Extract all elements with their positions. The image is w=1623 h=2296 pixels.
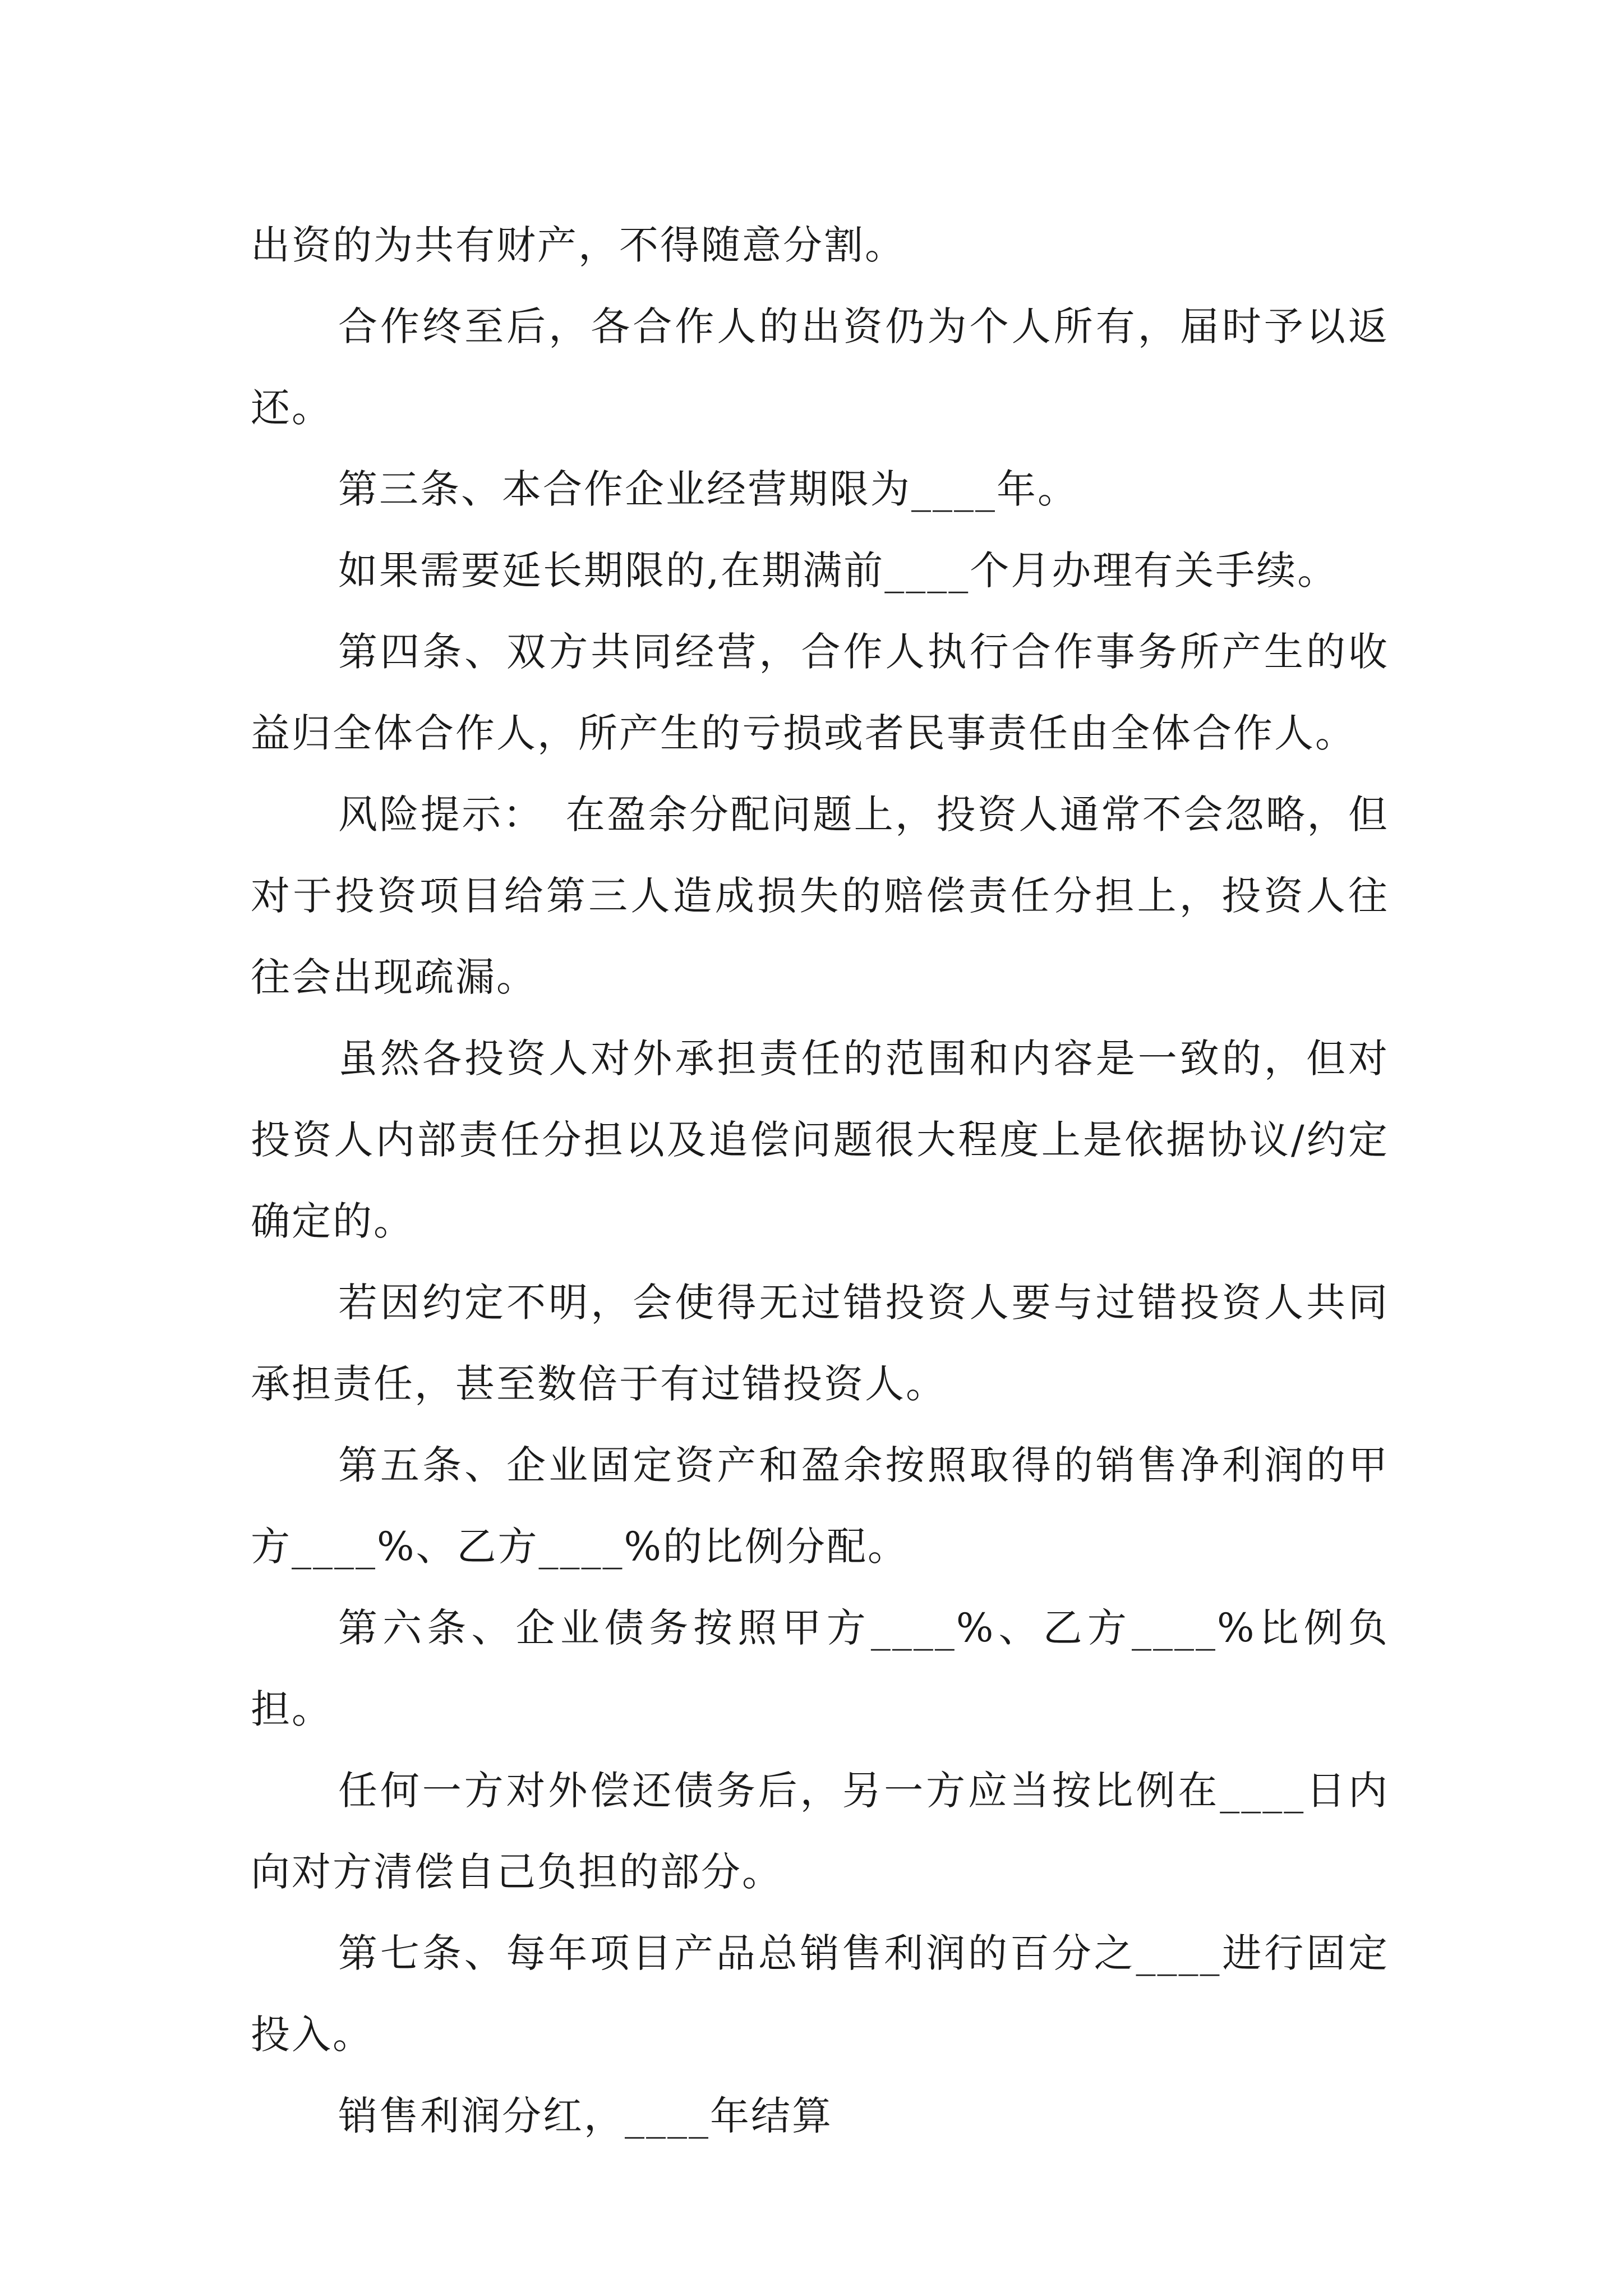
paragraph-11: 任何一方对外偿还债务后，另一方应当按比例在____日内向对方清偿自己负担的部分。 [251,1768,1389,1895]
paragraph-7: 虽然各投资人对外承担责任的范围和内容是一致的，但对投资人内部责任分担以及追偿问题很大程度上是依据协议/约定确定的。 [251,1036,1389,1244]
paragraph-5: 第四条、双方共同经营，合作人执行合作事务所产生的收益归全体合作人，所产生的亏损或者民事责任由全体合作人。 [251,629,1389,756]
paragraph-12: 第七条、每年项目产品总销售利润的百分之____进行固定投入。 [251,1930,1389,2058]
paragraph-2: 合作终至后，各合作人的出资仍为个人所有，届时予以返还。 [251,303,1389,431]
paragraph-4: 如果需要延长期限的,在期满前____个月办理有关手续。 [338,547,1339,593]
paragraph-10: 第六条、企业债务按照甲方____%、乙方____%比例负担。 [251,1605,1389,1732]
document-body [251,205,1389,2157]
paragraph-9: 第五条、企业固定资产和盈余按照取得的销售净利润的甲方____%、乙方____%的比例分配。 [251,1442,1389,1570]
paragraph-13: 销售利润分红，____年结算 [338,2093,833,2139]
paragraph-6: 风险提示： 在盈余分配问题上，投资人通常不会忽略，但对于投资项目给第三人造成损失的赔偿责任分担上，投资人往往会出现疏漏。 [251,792,1389,1000]
paragraph-1: 出资的为共有财产，不得随意分割。 [251,222,906,268]
paragraph-8: 若因约定不明，会使得无过错投资人要与过错投资人共同承担责任，甚至数倍于有过错投资人。 [251,1280,1389,1407]
paragraph-3: 第三条、本合作企业经营期限为____年。 [338,466,1078,512]
